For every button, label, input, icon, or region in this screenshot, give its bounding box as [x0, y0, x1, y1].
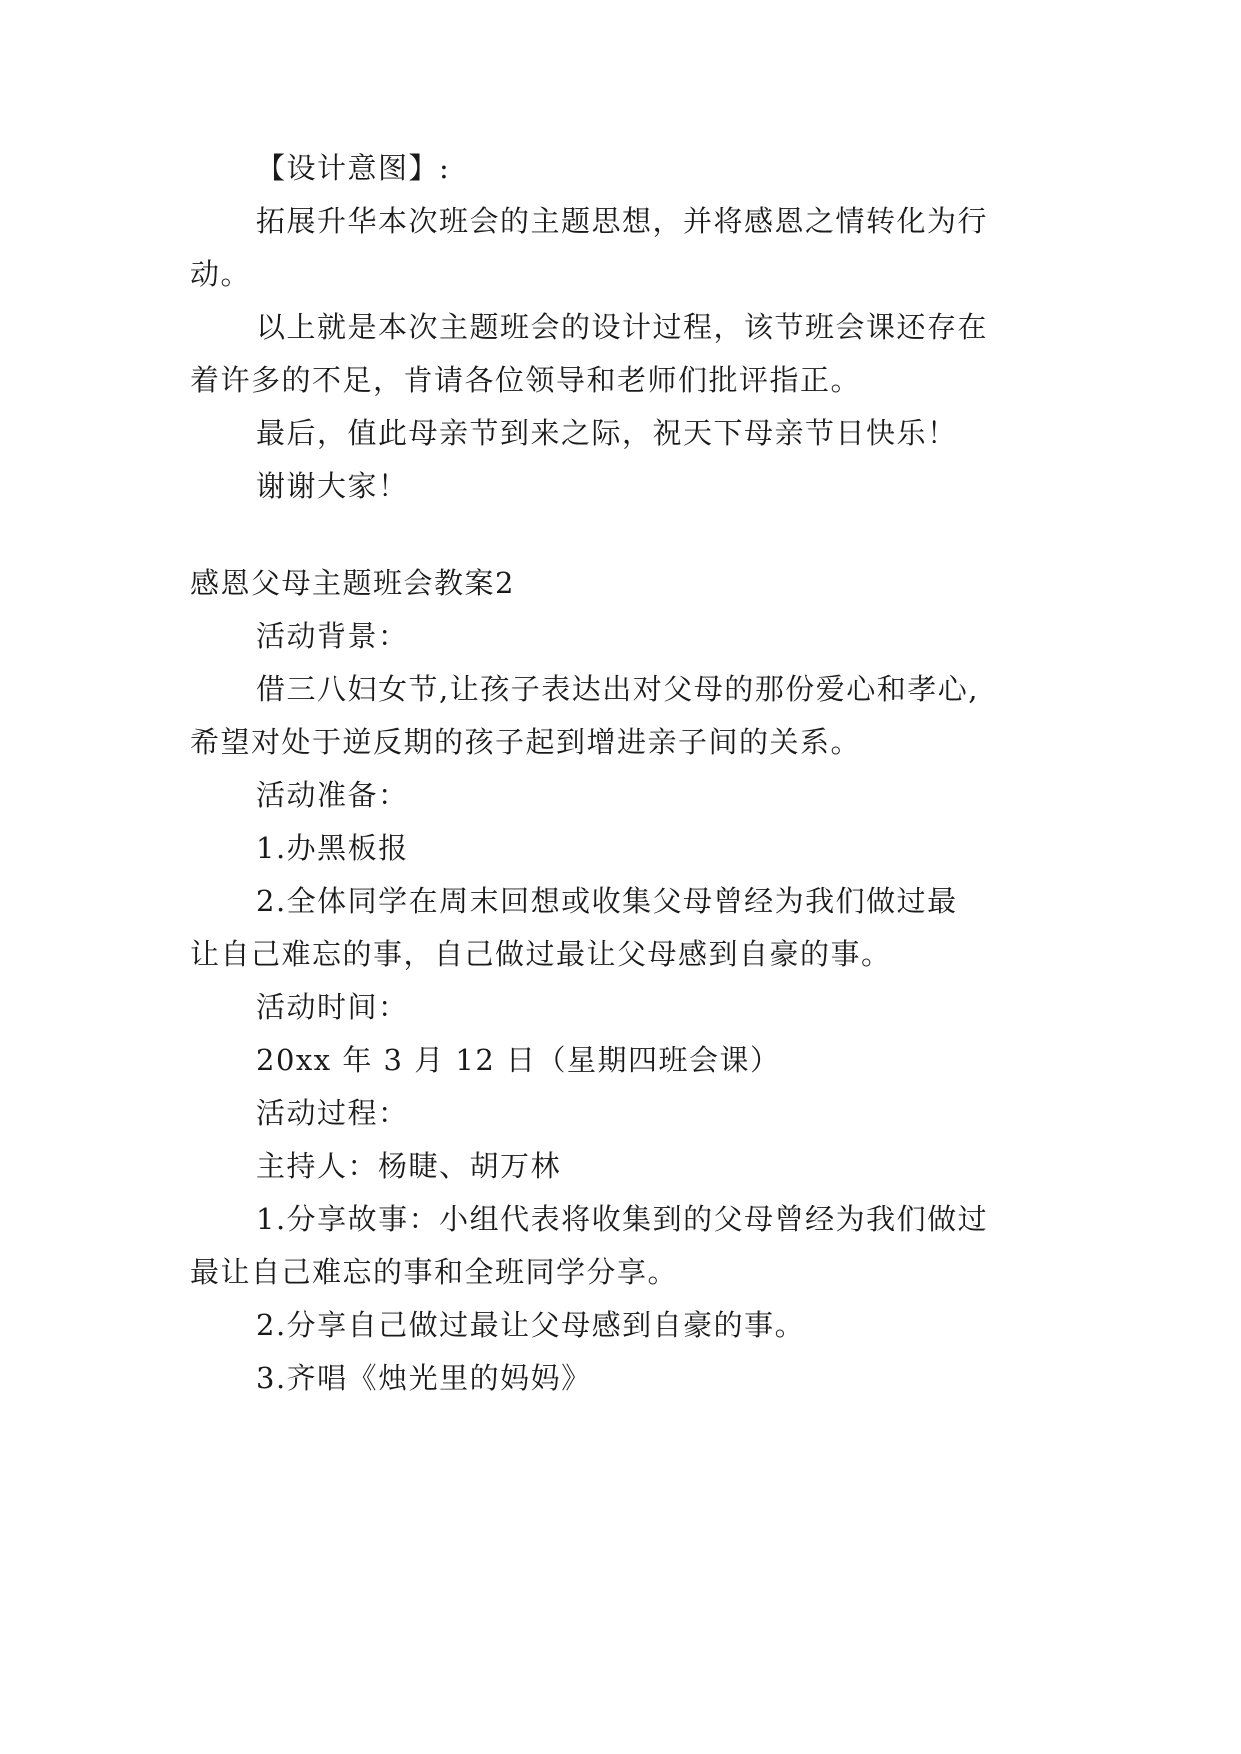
preparation-heading: 活动准备：	[256, 778, 409, 812]
background-paragraph-line-2: 希望对处于逆反期的孩子起到增进亲子间的关系。	[190, 725, 862, 759]
process-item-3: 3.齐唱《烛光里的妈妈》	[256, 1361, 592, 1395]
process-item-1-line-2: 最让自己难忘的事和全班同学分享。	[190, 1255, 679, 1289]
lesson-plan-title: 感恩父母主题班会教案2	[190, 566, 515, 600]
background-heading: 活动背景：	[256, 619, 409, 653]
preparation-item-1: 1.办黑板报	[256, 831, 409, 865]
hosts-line: 主持人：杨睫、胡万林	[256, 1149, 562, 1183]
design-intent-paragraph-line-1: 拓展升华本次班会的主题思想，并将感恩之情转化为行	[256, 204, 989, 238]
mothers-day-wishes: 最后，值此母亲节到来之际，祝天下母亲节日快乐！	[256, 416, 958, 450]
time-heading: 活动时间：	[256, 990, 409, 1024]
process-heading: 活动过程：	[256, 1096, 409, 1130]
time-value: 20xx 年 3 月 12 日（星期四班会课）	[256, 1043, 781, 1077]
design-intent-heading: 【设计意图】:	[256, 151, 451, 185]
thanks-line: 谢谢大家！	[256, 469, 409, 503]
process-item-1-line-1: 1.分享故事：小组代表将收集到的父母曾经为我们做过	[256, 1202, 989, 1236]
preparation-item-2-line-2: 让自己难忘的事，自己做过最让父母感到自豪的事。	[190, 937, 892, 971]
design-intent-paragraph-line-2: 动。	[190, 257, 252, 291]
preparation-item-2-line-1: 2.全体同学在周末回想或收集父母曾经为我们做过最	[256, 884, 958, 918]
closing-paragraph-line-1: 以上就是本次主题班会的设计过程，该节班会课还存在	[256, 310, 989, 344]
process-item-2: 2.分享自己做过最让父母感到自豪的事。	[256, 1308, 806, 1342]
closing-paragraph-line-2: 着许多的不足，肯请各位领导和老师们批评指正。	[190, 363, 862, 397]
background-paragraph-line-1: 借三八妇女节,让孩子表达出对父母的那份爱心和孝心,	[256, 672, 979, 706]
